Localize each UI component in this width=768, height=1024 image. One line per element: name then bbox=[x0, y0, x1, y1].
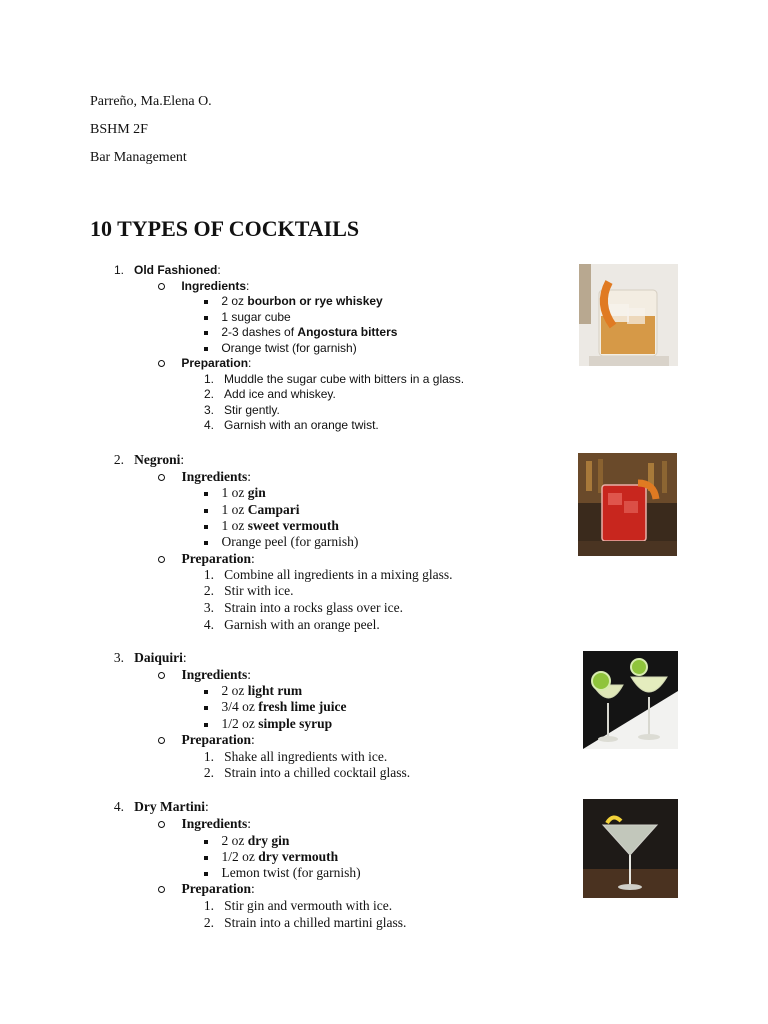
recipe-heading: 1. Old Fashioned: bbox=[100, 263, 221, 277]
negroni-photo bbox=[578, 453, 677, 556]
recipe-number: 4. bbox=[113, 799, 124, 814]
preparation-step: 1. Combine all ingredients in a mixing glass. bbox=[203, 567, 453, 582]
ingredient-item: 3/4 oz fresh lime juice bbox=[204, 699, 346, 715]
old-fashioned-photo bbox=[579, 264, 678, 366]
subject-name: Bar Management bbox=[90, 150, 187, 165]
preparation-step: 1. Muddle the sugar cube with bitters in a glass. bbox=[203, 372, 465, 386]
ingredient-item: 1 oz Campari bbox=[204, 502, 300, 518]
preparation-step: 4. Garnish with an orange twist. bbox=[203, 418, 379, 432]
recipe-heading: 4. Dry Martini: bbox=[100, 799, 209, 815]
preparation-heading: Preparation: bbox=[158, 551, 255, 567]
preparation-step: 1. Stir gin and vermouth with ice. bbox=[203, 898, 393, 913]
recipe-number: 1. bbox=[113, 263, 124, 277]
recipe-name: Old Fashioned bbox=[134, 263, 218, 277]
ingredient-item: 1/2 oz dry vermouth bbox=[204, 849, 338, 865]
daiquiri-photo bbox=[583, 651, 678, 749]
preparation-step: 3. Stir gently. bbox=[203, 403, 280, 417]
ingredient-item: Orange twist (for garnish) bbox=[204, 341, 357, 355]
ingredients-heading: Ingredients: bbox=[158, 469, 251, 485]
preparation-step: 2. Add ice and whiskey. bbox=[203, 387, 336, 401]
recipe-heading: 2. Negroni: bbox=[100, 452, 184, 468]
preparation-step: 2. Strain into a chilled martini glass. bbox=[203, 915, 407, 930]
ingredient-item: 2 oz dry gin bbox=[204, 833, 289, 849]
recipe-name: Negroni bbox=[134, 452, 181, 467]
ingredient-item: 1/2 oz simple syrup bbox=[204, 716, 332, 732]
martini-photo bbox=[583, 799, 678, 898]
ingredient-item: Orange peel (for garnish) bbox=[204, 534, 358, 550]
preparation-heading: Preparation: bbox=[158, 732, 255, 748]
ingredients-heading: Ingredients: bbox=[158, 279, 249, 293]
recipe-number: 2. bbox=[113, 452, 124, 467]
recipe-number: 3. bbox=[113, 650, 124, 665]
recipe-name: Daiquiri bbox=[134, 650, 183, 665]
ingredient-item: 2 oz bourbon or rye whiskey bbox=[204, 294, 383, 308]
ingredient-item: 1 oz sweet vermouth bbox=[204, 518, 339, 534]
ingredient-item: Lemon twist (for garnish) bbox=[204, 865, 361, 881]
ingredient-item: 2 oz light rum bbox=[204, 683, 302, 699]
preparation-step: 2. Stir with ice. bbox=[203, 583, 294, 598]
preparation-step: 3. Strain into a rocks glass over ice. bbox=[203, 600, 403, 615]
ingredients-heading: Ingredients: bbox=[158, 667, 251, 683]
preparation-step: 1. Shake all ingredients with ice. bbox=[203, 749, 388, 764]
recipe-name: Dry Martini bbox=[134, 799, 205, 814]
preparation-heading: Preparation: bbox=[158, 356, 251, 370]
preparation-heading: Preparation: bbox=[158, 881, 255, 897]
page-title: 10 TYPES OF COCKTAILS bbox=[90, 216, 360, 241]
class-section: BSHM 2F bbox=[90, 122, 148, 137]
ingredient-item: 1 sugar cube bbox=[204, 310, 291, 324]
recipe-heading: 3. Daiquiri: bbox=[100, 650, 187, 666]
preparation-step: 4. Garnish with an orange peel. bbox=[203, 617, 380, 632]
preparation-step: 2. Strain into a chilled cocktail glass. bbox=[203, 765, 411, 780]
ingredient-item: 2-3 dashes of Angostura bitters bbox=[204, 325, 397, 339]
ingredient-item: 1 oz gin bbox=[204, 485, 266, 501]
ingredients-heading: Ingredients: bbox=[158, 816, 251, 832]
author-name: Parreño, Ma.Elena O. bbox=[90, 94, 212, 109]
